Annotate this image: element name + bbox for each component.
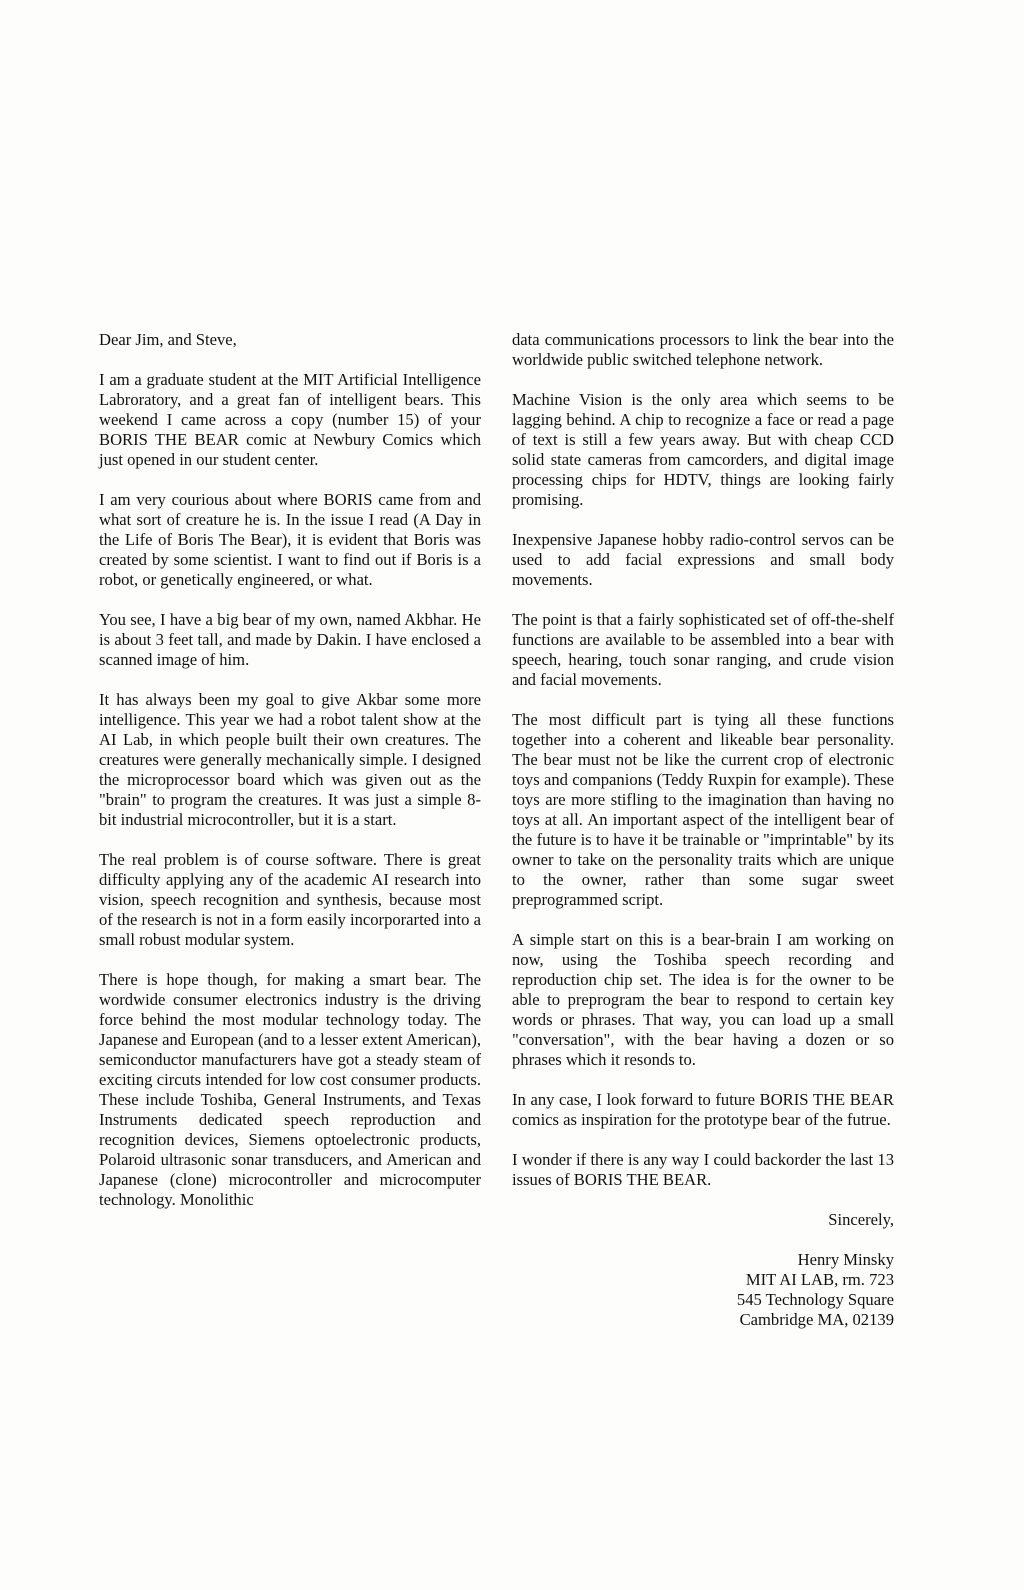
closing: Sincerely,	[828, 1210, 894, 1229]
paragraph: The real problem is of course software. There is great difficulty applying any of the academic AI research into vision, speech recognition and synthesis, because most of the research is not in a form easily incorporarted into a small robust modular system.	[99, 850, 481, 949]
signature-block	[512, 1250, 894, 1330]
signature-address-line: MIT AI LAB, rm. 723	[745, 1270, 894, 1289]
left-column	[99, 330, 481, 1230]
paragraph: Inexpensive Japanese hobby radio-control servos can be used to add facial expressions and small body movements.	[512, 530, 894, 589]
salutation: Dear Jim, and Steve,	[99, 330, 237, 349]
signature-address-line: Cambridge MA, 02139	[739, 1310, 894, 1329]
paragraph: I am a graduate student at the MIT Artificial Intelligence Labroratory, and a great fan of intelligent bears. This weekend I came across a copy (number 15) of your BORIS THE BEAR comic at Newbury Comics which just opened in our student center.	[99, 370, 481, 469]
paragraph: There is hope though, for making a smart bear. The wordwide consumer electronics industry is the driving force behind the most modular technology today. The Japanese and European (and to a lesser extent American), semiconductor manufacturers have got a steady steam of exciting circuts intended for low cost consumer products. These include Toshiba, General Instruments, and Texas Instruments dedicated speech reproduction and recognition devices, Siemens optoelectronic products, Polaroid ultrasonic sonar transducers, and American and Japanese (clone) microcontroller and microcomputer technology. Monolithic	[99, 970, 481, 1209]
signature-address-line: 545 Technology Square	[736, 1290, 894, 1309]
paragraph: The point is that a fairly sophisticated set of off-the-shelf functions are available to be assembled into a bear with speech, hearing, touch sonar ranging, and crude vision and facial movements.	[512, 610, 894, 689]
paragraph: The most difficult part is tying all these functions together into a coherent and likeable bear personality. The bear must not be like the current crop of electronic toys and companions (Teddy Ruxpin for example). These toys are more stifling to the imagination than having no toys at all. An important aspect of the intelligent bear of the future is to have it be trainable or "imprintable" by its owner to take on the personality traits which are unique to the owner, rather than some sugar sweet preprogrammed script.	[512, 710, 894, 909]
paragraph: Machine Vision is the only area which seems to be lagging behind. A chip to recognize a face or read a page of text is still a few years away. But with cheap CCD solid state cameras from camcorders, and digital image processing chips for HDTV, things are looking fairly promising.	[512, 390, 894, 509]
signature-name: Henry Minsky	[797, 1250, 894, 1269]
paragraph: A simple start on this is a bear-brain I am working on now, using the Toshiba speech recording and reproduction chip set. The idea is for the owner to be able to preprogram the bear to respond to certain key words or phrases. That way, you can load up a small "conversation", with the bear having a dozen or so phrases which it resonds to.	[512, 930, 894, 1069]
paragraph: I am very courious about where BORIS came from and what sort of creature he is. In the issue I read (A Day in the Life of Boris The Bear), it is evident that Boris was created by some scientist. I want to find out if Boris is a robot, or genetically engineered, or what.	[99, 490, 481, 589]
paragraph: In any case, I look forward to future BORIS THE BEAR comics as inspiration for the prototype bear of the futrue.	[512, 1090, 894, 1129]
paragraph: It has always been my goal to give Akbar some more intelligence. This year we had a robot talent show at the AI Lab, in which people built their own creatures. The creatures were generally mechanically simple. I designed the microprocessor board which was given out as the "brain" to program the creatures. It was just a simple 8-bit industrial microcontroller, but it is a start.	[99, 690, 481, 829]
paragraph: data communications processors to link the bear into the worldwide public switched telephone network.	[512, 330, 894, 369]
right-column	[512, 330, 894, 1330]
paragraph: You see, I have a big bear of my own, named Akbhar. He is about 3 feet tall, and made by Dakin. I have enclosed a scanned image of him.	[99, 610, 481, 669]
paragraph: I wonder if there is any way I could backorder the last 13 issues of BORIS THE BEAR.	[512, 1150, 894, 1189]
